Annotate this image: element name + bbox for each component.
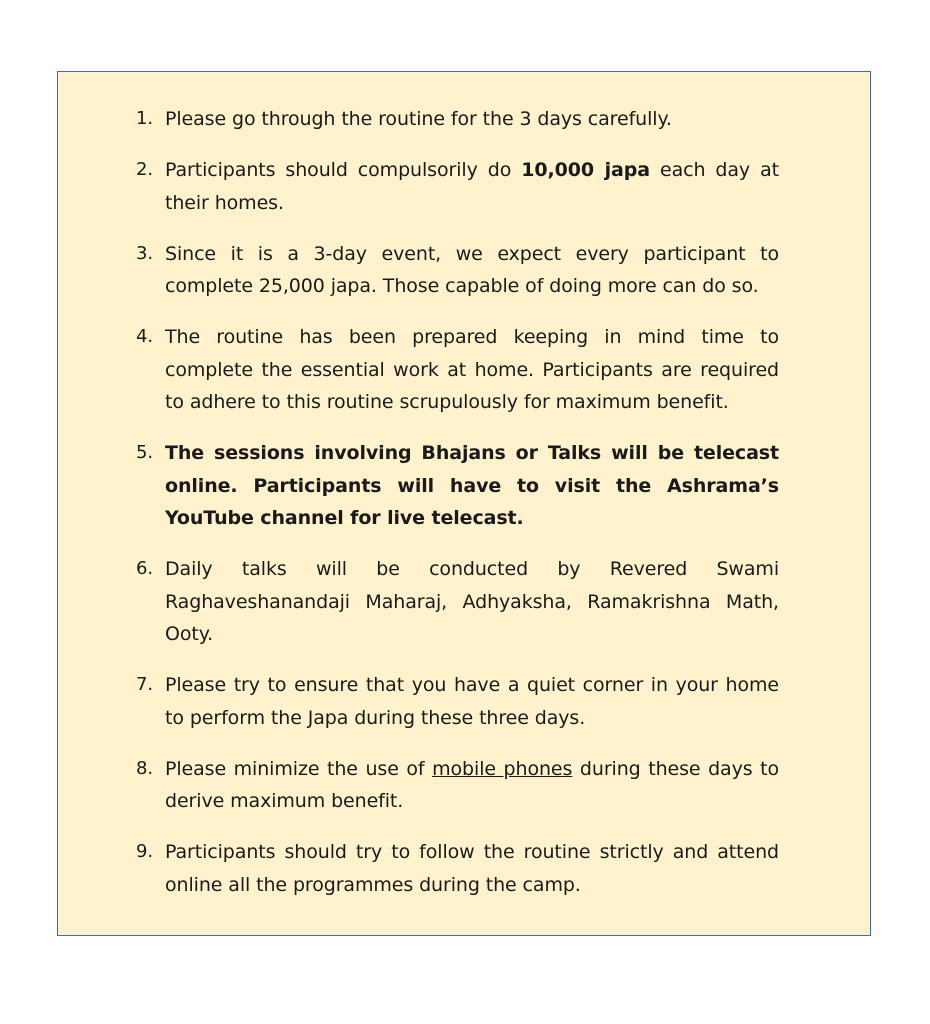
item-number: 5. (136, 442, 153, 463)
item-text: Please go through the routine for the 3 days carefully. (165, 108, 672, 130)
instructions-list (136, 103, 779, 920)
item-text: Participants should try to follow the routine strictly and attend online all the programmes during the camp. (165, 841, 779, 896)
item-text-post: each day at their homes. (165, 159, 780, 214)
item-text-post: during these days to derive maximum benefit. (165, 757, 779, 812)
item-number: 9. (136, 841, 153, 862)
list-item (136, 154, 779, 219)
list-item (136, 437, 779, 535)
list-item (136, 103, 779, 136)
item-text: Daily talks will be conducted by Revered Swami Raghaveshanandaji Maharaj, Adhyaksha, Ramakrishna Math, Ooty. (165, 558, 779, 645)
item-text: The sessions involving Bhajans or Talks will be telecast online. Participants will have to visit the Ashrama’s YouTube channel for live telecast. (165, 442, 779, 529)
item-text-pre: Please minimize the use of (165, 757, 433, 780)
item-text-pre: Participants should compulsorily do (165, 159, 522, 181)
item-number: 4. (136, 326, 153, 347)
item-number: 1. (136, 108, 153, 129)
list-item (136, 321, 779, 419)
item-number: 8. (136, 757, 153, 779)
list-item (136, 836, 779, 901)
list-item (136, 238, 779, 303)
japa-count-emphasis: 10,000 japa (521, 159, 650, 181)
list-item (136, 553, 779, 651)
instructions-panel (57, 71, 871, 936)
list-item (136, 753, 779, 818)
item-number: 6. (136, 558, 153, 579)
item-text: Please try to ensure that you have a quiet corner in your home to perform the Japa during these three days. (165, 674, 779, 729)
item-text: The routine has been prepared keeping in mind time to complete the essential work at home. Participants are required to adhere to this routine scrupulously for maximum benefit. (165, 326, 779, 413)
item-number: 3. (136, 242, 153, 264)
item-text: Since it is a 3-day event, we expect every participant to complete 25,000 japa. Those capable of doing more can do so. (165, 242, 779, 297)
mobile-phones-emphasis: mobile phones (432, 757, 573, 780)
item-number: 7. (136, 674, 153, 695)
list-item (136, 669, 779, 734)
item-number: 2. (136, 159, 153, 180)
